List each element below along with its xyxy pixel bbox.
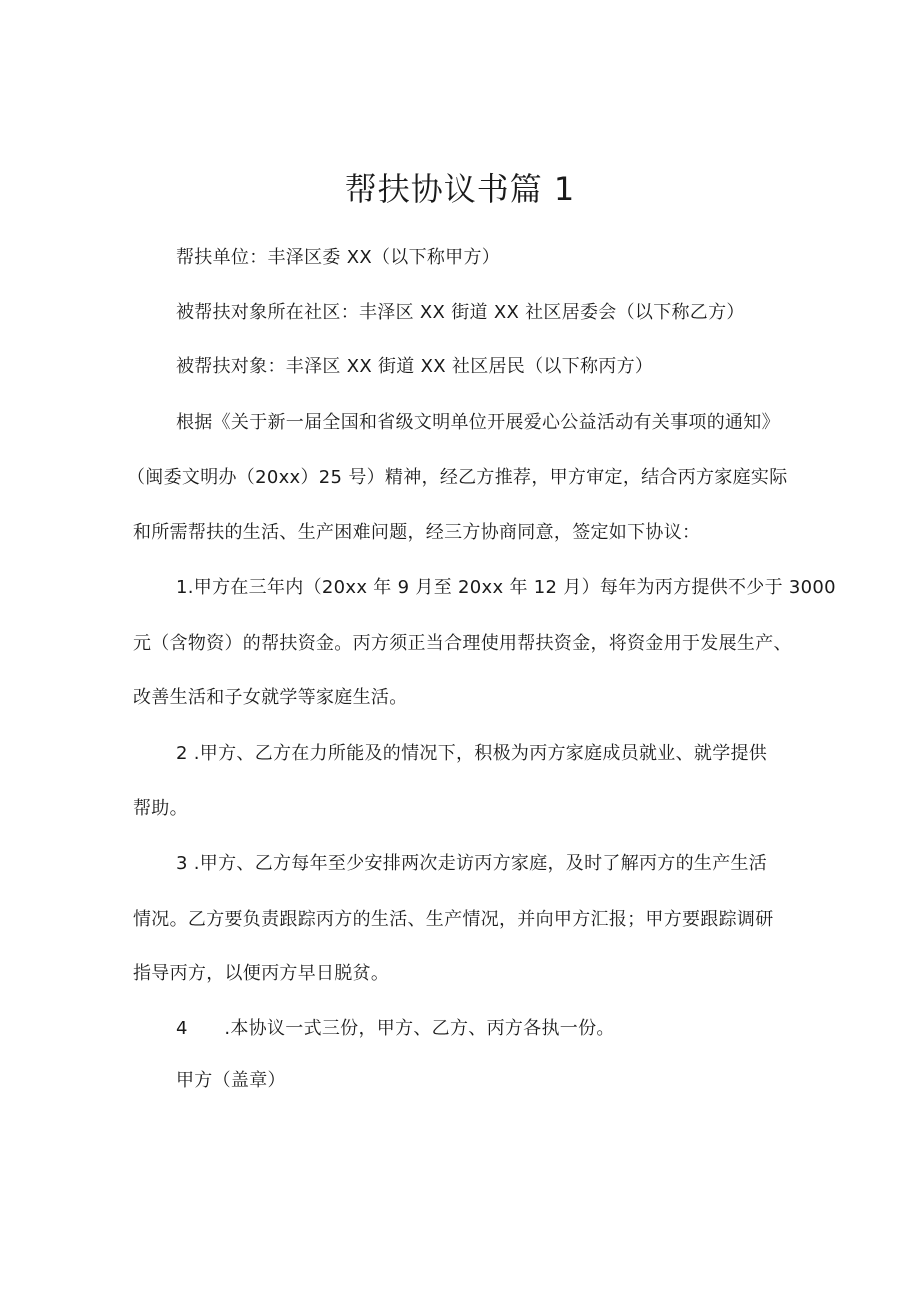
- clause-3-line-2: 情况。乙方要负责跟踪丙方的生活、生产情况，并向甲方汇报；甲方要跟踪调研: [133, 909, 774, 930]
- party-a-seal-label: 甲方（盖章）: [176, 1070, 286, 1091]
- clause-2-line-1: 2 .甲方、乙方在力所能及的情况下，积极为丙方家庭成员就业、就学提供: [176, 743, 768, 764]
- clause-1-line-2: 元（含物资）的帮扶资金。丙方须正当合理使用帮扶资金，将资金用于发展生产、: [133, 633, 792, 654]
- party-b-line: 被帮扶对象所在社区：丰泽区 XX 街道 XX 社区居委会（以下称乙方）: [176, 302, 745, 323]
- clause-1-line-1: 1.甲方在三年内（20xx 年 9 月至 20xx 年 12 月）每年为丙方提供不少于 3000: [176, 577, 836, 598]
- intro-paragraph-line-2: （闽委文明办（20xx）25 号）精神，经乙方推荐，甲方审定，结合丙方家庭实际: [127, 467, 788, 488]
- clause-2-line-2: 帮助。: [133, 798, 188, 819]
- clause-3-line-3: 指导丙方，以便丙方早日脱贫。: [133, 963, 390, 984]
- party-a-line: 帮扶单位：丰泽区委 XX（以下称甲方）: [176, 247, 501, 268]
- intro-paragraph-line-1: 根据《关于新一届全国和省级文明单位开展爱心公益活动有关事项的通知》: [176, 412, 780, 433]
- clause-3-line-1: 3 .甲方、乙方每年至少安排两次走访丙方家庭，及时了解丙方的生产生活: [176, 853, 768, 874]
- clause-4-line: 4 .本协议一式三份，甲方、乙方、丙方各执一份。: [176, 1018, 615, 1039]
- party-c-line: 被帮扶对象：丰泽区 XX 街道 XX 社区居民（以下称丙方）: [176, 356, 654, 377]
- clause-1-line-3: 改善生活和子女就学等家庭生活。: [133, 687, 408, 708]
- document-title: 帮扶协议书篇 1: [344, 170, 576, 208]
- intro-paragraph-line-3: 和所需帮扶的生活、生产困难问题，经三方协商同意，签定如下协议：: [133, 522, 701, 543]
